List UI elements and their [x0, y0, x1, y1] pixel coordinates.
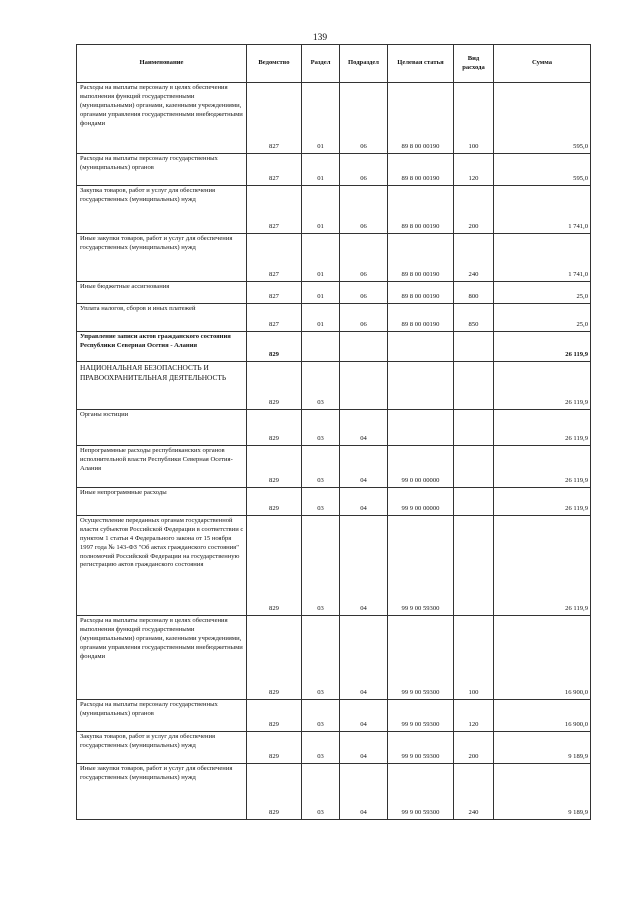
row-section: 03 [302, 764, 340, 820]
row-expense-type: 800 [454, 282, 494, 304]
row-expense-type: 100 [454, 83, 494, 154]
row-article: 89 8 00 00190 [388, 154, 454, 186]
row-dept: 827 [247, 83, 302, 154]
row-dept: 829 [247, 362, 302, 410]
row-subsection: 04 [340, 446, 388, 488]
table-row [77, 488, 591, 516]
row-subsection: 04 [340, 516, 388, 616]
row-dept: 829 [247, 616, 302, 700]
row-article [388, 410, 454, 446]
table-row [77, 304, 591, 332]
table-row [77, 410, 591, 446]
header-subsection: Подраздел [340, 45, 388, 83]
row-expense-type [454, 332, 494, 362]
row-expense-type: 200 [454, 732, 494, 764]
row-section: 03 [302, 516, 340, 616]
row-name: Иные непрограммные расходы [77, 488, 247, 516]
row-name: Уплата налогов, сборов и иных платежей [77, 304, 247, 332]
row-subsection: 04 [340, 488, 388, 516]
row-expense-type [454, 410, 494, 446]
row-section: 01 [302, 234, 340, 282]
row-sum: 26 119,9 [494, 332, 591, 362]
row-subsection: 06 [340, 186, 388, 234]
row-section: 03 [302, 732, 340, 764]
row-name: Иные закупки товаров, работ и услуг для обеспечения государственных (муниципальных) нужд [77, 764, 247, 820]
row-section: 01 [302, 282, 340, 304]
table-row [77, 732, 591, 764]
row-sum: 26 119,9 [494, 362, 591, 410]
row-name: Расходы на выплаты персоналу государственных (муниципальных) органов [77, 154, 247, 186]
header-sum: Сумма [494, 45, 591, 83]
row-article: 99 9 00 00000 [388, 488, 454, 516]
table-row [77, 186, 591, 234]
row-name: Осуществление переданных органам государственной власти субъектов Российской Федерации в соответствии с пунктом 1 статьи 4 Федерального закона от 15 ноября 1997 года № 143-ФЗ "Об актах гражданского состояния" полномочий Российской Федерации на государственную регистрацию актов гражданского состояния [77, 516, 247, 616]
row-section [302, 332, 340, 362]
row-dept: 827 [247, 234, 302, 282]
row-sum: 26 119,9 [494, 516, 591, 616]
row-name: Закупка товаров, работ и услуг для обеспечения государственных (муниципальных) нужд [77, 186, 247, 234]
budget-table [76, 44, 591, 820]
row-subsection [340, 332, 388, 362]
row-name: Управление записи актов гражданского состояния Республики Северная Осетия - Алания [77, 332, 247, 362]
row-section: 03 [302, 446, 340, 488]
row-article: 99 9 00 59300 [388, 732, 454, 764]
row-dept: 829 [247, 732, 302, 764]
table-row [77, 332, 591, 362]
row-article: 99 9 00 59300 [388, 764, 454, 820]
row-subsection: 04 [340, 616, 388, 700]
row-subsection: 06 [340, 83, 388, 154]
header-section: Раздел [302, 45, 340, 83]
row-sum: 16 900,0 [494, 700, 591, 732]
row-subsection [340, 362, 388, 410]
row-section: 01 [302, 186, 340, 234]
row-sum: 595,0 [494, 154, 591, 186]
row-subsection: 04 [340, 764, 388, 820]
row-section: 01 [302, 304, 340, 332]
row-dept: 827 [247, 154, 302, 186]
row-name: Иные закупки товаров, работ и услуг для обеспечения государственных (муниципальных) нужд [77, 234, 247, 282]
row-article: 89 8 00 00190 [388, 186, 454, 234]
header-name: Наименование [77, 45, 247, 83]
row-article: 89 8 00 00190 [388, 282, 454, 304]
row-subsection: 04 [340, 410, 388, 446]
row-dept: 829 [247, 700, 302, 732]
row-dept: 829 [247, 764, 302, 820]
row-expense-type [454, 488, 494, 516]
row-subsection: 06 [340, 234, 388, 282]
row-expense-type: 120 [454, 154, 494, 186]
row-name: Непрограммные расходы республиканских органов исполнительной власти Республики Северная Осетия-Алания [77, 446, 247, 488]
row-name: Закупка товаров, работ и услуг для обеспечения государственных (муниципальных) нужд [77, 732, 247, 764]
row-section: 03 [302, 362, 340, 410]
table-row [77, 234, 591, 282]
row-expense-type: 120 [454, 700, 494, 732]
table-row [77, 362, 591, 410]
row-section: 01 [302, 83, 340, 154]
row-sum: 595,0 [494, 83, 591, 154]
row-article: 89 8 00 00190 [388, 304, 454, 332]
row-sum: 1 741,0 [494, 234, 591, 282]
table-row [77, 154, 591, 186]
row-name: Иные бюджетные ассигнования [77, 282, 247, 304]
header-expense-type: Вид расхода [454, 45, 494, 83]
row-sum: 26 119,9 [494, 488, 591, 516]
row-sum: 25,0 [494, 304, 591, 332]
row-subsection: 06 [340, 304, 388, 332]
row-article: 99 9 00 59300 [388, 616, 454, 700]
row-section: 03 [302, 410, 340, 446]
row-section: 03 [302, 488, 340, 516]
row-dept: 829 [247, 516, 302, 616]
table-row [77, 446, 591, 488]
row-expense-type: 240 [454, 234, 494, 282]
row-section: 03 [302, 700, 340, 732]
row-article: 99 9 00 59300 [388, 516, 454, 616]
row-sum: 9 189,9 [494, 764, 591, 820]
row-expense-type [454, 362, 494, 410]
row-name: Расходы на выплаты персоналу государственных (муниципальных) органов [77, 700, 247, 732]
row-expense-type: 200 [454, 186, 494, 234]
row-name: НАЦИОНАЛЬНАЯ БЕЗОПАСНОСТЬ И ПРАВООХРАНИТЕЛЬНАЯ ДЕЯТЕЛЬНОСТЬ [77, 362, 247, 410]
row-dept: 827 [247, 186, 302, 234]
table-row [77, 83, 591, 154]
header-dept: Ведомство [247, 45, 302, 83]
row-name: Органы юстиции [77, 410, 247, 446]
table-row [77, 516, 591, 616]
row-dept: 827 [247, 304, 302, 332]
row-article [388, 332, 454, 362]
row-expense-type [454, 516, 494, 616]
row-article: 99 9 00 59300 [388, 700, 454, 732]
header-article: Целевая статья [388, 45, 454, 83]
row-dept: 827 [247, 282, 302, 304]
row-sum: 26 119,9 [494, 446, 591, 488]
table-row [77, 616, 591, 700]
table-row [77, 764, 591, 820]
row-sum: 25,0 [494, 282, 591, 304]
row-dept: 829 [247, 446, 302, 488]
row-sum: 1 741,0 [494, 186, 591, 234]
row-expense-type [454, 446, 494, 488]
row-sum: 9 189,9 [494, 732, 591, 764]
row-expense-type: 850 [454, 304, 494, 332]
row-subsection: 04 [340, 732, 388, 764]
row-name: Расходы на выплаты персоналу в целях обеспечения выполнения функций государственными (муниципальными) органами, казенными учреждениями, органами управления государственными внебюджетными фондами [77, 616, 247, 700]
row-name: Расходы на выплаты персоналу в целях обеспечения выполнения функций государственными (муниципальными) органами, казенными учреждениями, органами управления государственными внебюджетными фондами [77, 83, 247, 154]
row-sum: 16 900,0 [494, 616, 591, 700]
row-expense-type: 240 [454, 764, 494, 820]
row-article: 89 8 00 00190 [388, 234, 454, 282]
row-article [388, 362, 454, 410]
row-subsection: 04 [340, 700, 388, 732]
table-row [77, 282, 591, 304]
row-dept: 829 [247, 488, 302, 516]
page-number: 139 [312, 33, 328, 43]
row-dept: 829 [247, 410, 302, 446]
row-expense-type: 100 [454, 616, 494, 700]
row-article: 99 0 00 00000 [388, 446, 454, 488]
table-row [77, 700, 591, 732]
row-dept: 829 [247, 332, 302, 362]
row-subsection: 06 [340, 154, 388, 186]
table-header-row [77, 45, 591, 83]
row-sum: 26 119,9 [494, 410, 591, 446]
row-section: 03 [302, 616, 340, 700]
row-section: 01 [302, 154, 340, 186]
row-subsection: 06 [340, 282, 388, 304]
row-article: 89 8 00 00190 [388, 83, 454, 154]
